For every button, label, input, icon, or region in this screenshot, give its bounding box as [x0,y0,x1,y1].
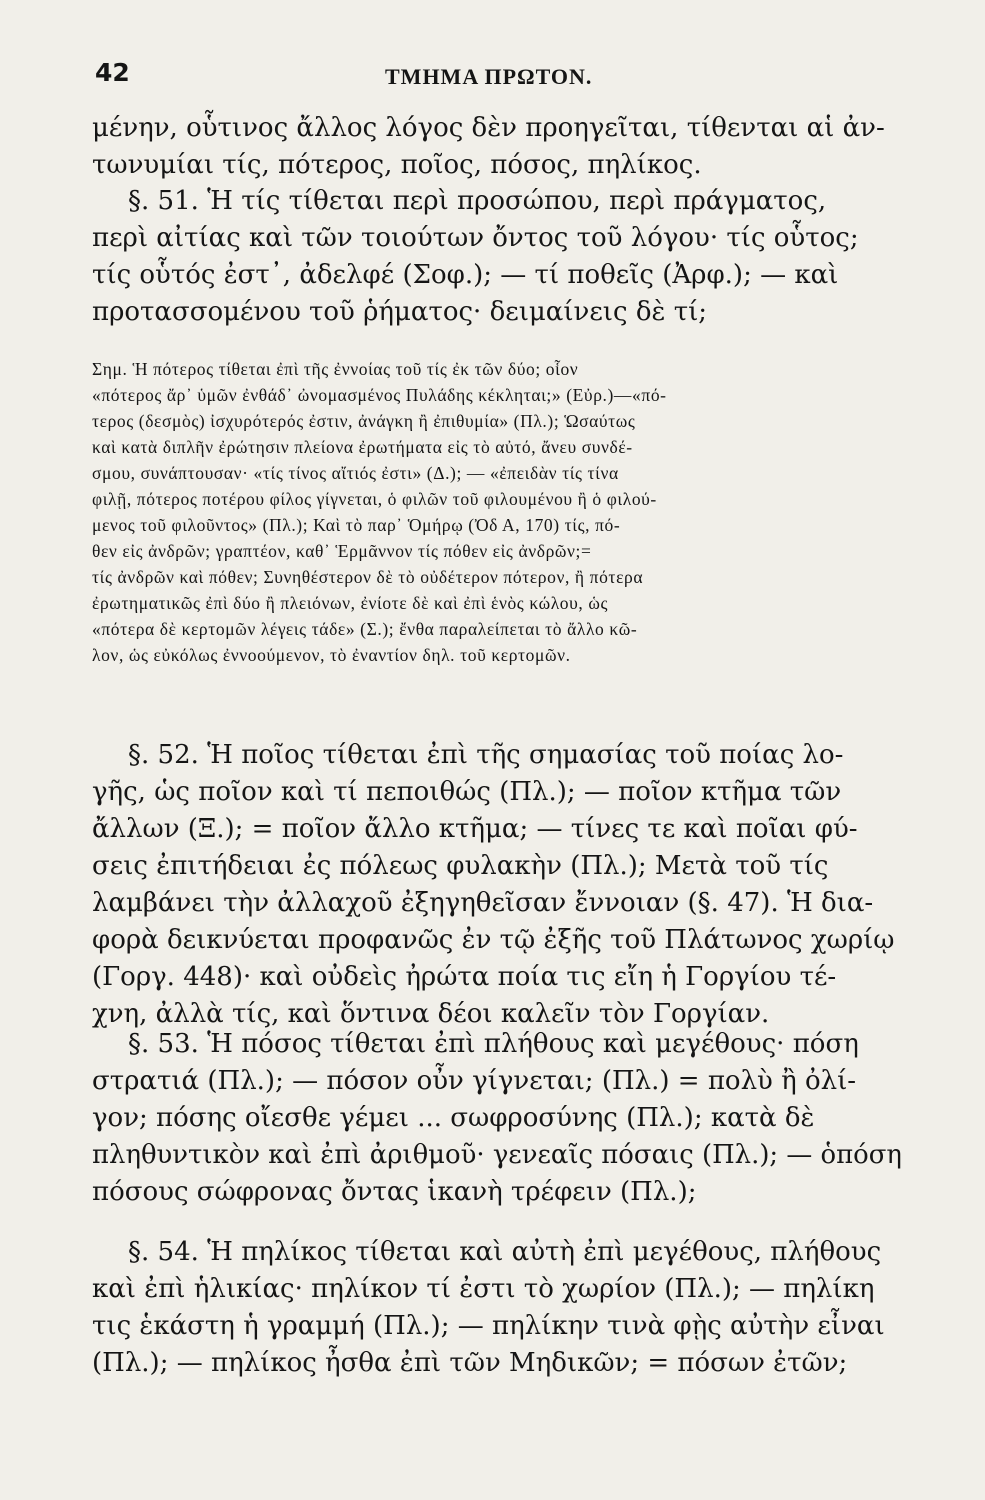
text-line: περὶ αἰτίας καὶ τῶν τοιούτων ὄντος τοῦ λόγου· τίς οὗτος; [92,223,859,253]
text-line: προτασσομένου τοῦ ῥήματος· δειμαίνεις δὲ τί; [92,297,708,327]
text-line: §. 52. Ἡ ποῖος τίθεται ἐπὶ τῆς σημασίας τοῦ ποίας λο- [128,740,844,770]
note-line: θεν εἰς ἀνδρῶν; γραπτέον, καθ᾽ Ἑρμᾶννον τίς πόθεν εἰς ἀνδρῶν;= [92,541,592,561]
text-line: τωνυμίαι τίς, πότερος, ποῖος, πόσος, πηλίκος. [92,150,702,180]
text-line: §. 53. Ἡ πόσος τίθεται ἐπὶ πλήθους καὶ μεγέθους· πόση [128,1029,859,1059]
section-54 [92,1234,902,1382]
intro-paragraph [92,110,902,184]
note-line: μενος τοῦ φιλοῦντος» (Πλ.); Καὶ τὸ παρ᾽ Ὁμήρῳ (Ὀδ Α, 170) τίς, πό- [92,515,621,535]
section-52 [92,737,902,1033]
section-51 [92,183,902,331]
text-line: γῆς, ὡς ποῖον καὶ τί πεποιθώς (Πλ.); — ποῖον κτῆμα τῶν [92,777,842,807]
text-line: ἄλλων (Ξ.); = ποῖον ἄλλο κτῆμα; — τίνες τε καὶ ποῖαι φύ- [92,814,858,844]
note-line: καὶ κατὰ διπλῆν ἐρώτησιν πλείονα ἐρωτήματα εἰς τὸ αὐτό, ἄνευ συνδέ- [92,437,633,457]
note-line: «πότερα δὲ κερτομῶν λέγεις τάδε» (Σ.); ἔνθα παραλείπεται τὸ ἄλλο κῶ- [92,619,638,639]
text-line: πληθυντικὸν καὶ ἐπὶ ἀριθμοῦ· γενεαῖς πόσαις (Πλ.); — ὁπόση [92,1140,902,1170]
text-line: (Γοργ. 448)· καὶ οὐδεὶς ἠρώτα ποία τις εἴη ἡ Γοργίου τέ- [92,962,837,992]
text-line: πόσους σώφρονας ὄντας ἱκανὴ τρέφειν (Πλ.); [92,1177,697,1207]
note-line: τερος (δεσμὸς) ἰσχυρότερός ἐστιν, ἀνάγκη ἢ ἐπιθυμία» (Πλ.); Ὡσαύτως [92,411,636,431]
note-line: «πότερος ἄρ᾽ ὑμῶν ἐνθάδ᾽ ὠνομασμένος Πυλάδης κέκληται;» (Εὐρ.)—«πό- [92,385,667,405]
text-line: καὶ ἐπὶ ἡλικίας· πηλίκον τί ἐστι τὸ χωρίον (Πλ.); — πηλίκη [92,1274,875,1304]
page-header [95,58,895,98]
text-line: μένην, οὗτινος ἄλλος λόγος δὲν προηγεῖται, τίθενται αἱ ἀν- [92,113,885,143]
text-line: §. 54. Ἡ πηλίκος τίθεται καὶ αὐτὴ ἐπὶ μεγέθους, πλήθους [128,1237,882,1267]
note-line: ἐρωτηματικῶς ἐπὶ δύο ἢ πλειόνων, ἐνίοτε δὲ καὶ ἐπὶ ἑνὸς κώλου, ὡς [92,593,608,613]
text-line: τίς οὗτός ἐστ᾽, ἀδελφέ (Σοφ.); — τί ποθεῖς (Ἀρφ.); — καὶ [92,260,839,290]
note-line: Σημ. Ἡ πότερος τίθεται ἐπὶ τῆς ἐννοίας τοῦ τίς ἐκ τῶν δύο; οἷον [92,359,579,379]
text-line: λαμβάνει τὴν ἀλλαχοῦ ἐξηγηθεῖσαν ἔννοιαν (§. 47). Ἡ δια- [92,888,874,918]
note-line: λον, ὡς εὐκόλως ἐννοούμενον, τὸ ἐναντίον δηλ. τοῦ κερτομῶν. [92,645,571,665]
text-line: στρατιά (Πλ.); — πόσον οὖν γίγνεται; (Πλ.) = πολὺ ἢ ὀλί- [92,1066,857,1096]
text-line: §. 51. Ἡ τίς τίθεται περὶ προσώπου, περὶ πράγματος, [128,186,827,216]
text-line: χνη, ἀλλὰ τίς, καὶ ὅντινα δέοι καλεῖν τὸν Γοργίαν. [92,999,770,1029]
text-line: γον; πόσης οἴεσθε γέμει ... σωφροσύνης (Πλ.); κατὰ δὲ [92,1103,815,1133]
note-line: τίς ἀνδρῶν καὶ πόθεν; Συνηθέστερον δὲ τὸ οὐδέτερον πότερον, ἢ πότερα [92,567,644,587]
text-line: σεις ἐπιτήδειαι ἐς πόλεως φυλακὴν (Πλ.); Μετὰ τοῦ τίς [92,851,829,881]
text-line: φορὰ δεικνύεται προφανῶς ἐν τῷ ἐξῆς τοῦ Πλάτωνος χωρίῳ [92,925,895,955]
text-line: τις ἑκάστη ἡ γραμμή (Πλ.); — πηλίκην τινὰ φῂς αὐτὴν εἶναι [92,1311,885,1341]
text-line: (Πλ.); — πηλίκος ἦσθα ἐπὶ τῶν Μηδικῶν; = πόσων ἐτῶν; [92,1348,848,1378]
running-title: ΤΜΗΜΑ ΠΡΩΤΟΝ. [385,64,593,89]
note-line: σμου, συνάπτουσαν· «τίς τίνος αἴτιός ἐστι» (Δ.); — «ἐπειδὰν τίς τίνα [92,463,619,483]
section-53 [92,1026,902,1211]
note-line: φιλῇ, πότερος ποτέρου φίλος γίγνεται, ὁ φιλῶν τοῦ φιλουμένου ἢ ὁ φιλού- [92,489,657,509]
page-number: 42 [95,58,130,87]
note-paragraph [92,356,902,668]
